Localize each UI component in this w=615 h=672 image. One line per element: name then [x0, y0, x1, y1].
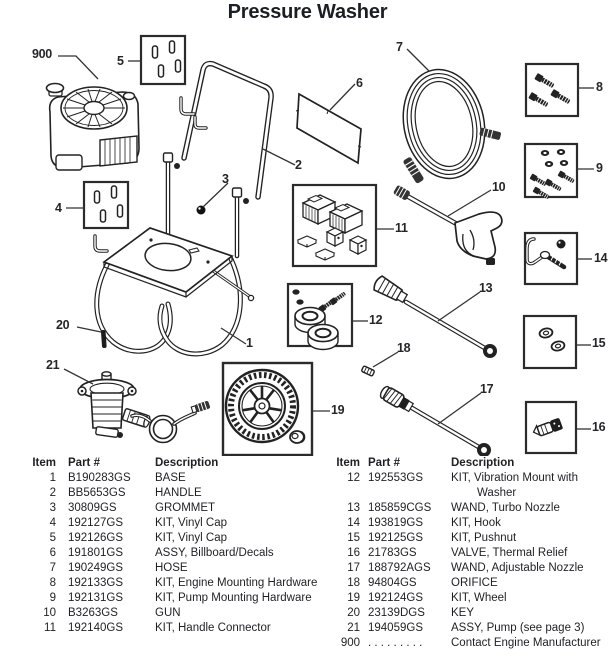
gun-illustration — [393, 185, 502, 265]
header-part: Part # — [368, 457, 400, 469]
table-row — [330, 576, 615, 591]
part-item-number: 19 — [347, 592, 360, 604]
part-number: 188792AGS — [368, 562, 431, 574]
part-description: KIT, Vibration Mount with Washer — [451, 472, 578, 499]
kit-box-14-hook — [525, 233, 577, 284]
part-item-number: 13 — [347, 502, 360, 514]
part-item-number: 2 — [49, 487, 56, 499]
part-number: 192553GS — [368, 472, 423, 484]
callout-label-12: 12 — [369, 313, 383, 327]
part-description: KIT, Hook — [451, 517, 501, 529]
table-row — [330, 471, 615, 501]
part-item-number: 17 — [347, 562, 360, 574]
table-row — [30, 516, 323, 531]
kit-box-12-vibration-mount — [288, 284, 352, 350]
part-number: 23139DGS — [368, 607, 425, 619]
parts-table-right — [330, 456, 615, 651]
callout-label-13: 13 — [479, 281, 493, 295]
table-row — [30, 531, 323, 546]
part-number: 192140GS — [68, 622, 123, 634]
table-row — [30, 561, 323, 576]
part-description: KIT, Handle Connector — [155, 622, 271, 634]
callout-label-9: 9 — [596, 161, 603, 175]
grommet-illustration — [197, 206, 206, 215]
callout-label-7: 7 — [396, 40, 403, 54]
part-description: ASSY, Pump (see page 3) — [451, 622, 585, 634]
part-item-number: 6 — [49, 547, 56, 559]
callout-label-18: 18 — [397, 341, 411, 355]
part-number: 192125GS — [368, 532, 423, 544]
part-number: 193819GS — [368, 517, 423, 529]
part-number: 191801GS — [68, 547, 123, 559]
part-description: Contact Engine Manufacturer — [451, 637, 601, 649]
kit-box-8-engine-mounting — [526, 64, 578, 116]
part-description: BASE — [155, 472, 186, 484]
callout-label-900: 900 — [32, 47, 52, 61]
table-row — [30, 486, 323, 501]
part-number: 30809GS — [68, 502, 117, 514]
part-item-number: 1 — [49, 472, 56, 484]
table-row — [30, 471, 323, 486]
callout-label-14: 14 — [594, 251, 608, 265]
part-description: KIT, Vinyl Cap — [155, 517, 228, 529]
part-item-number: 3 — [49, 502, 56, 514]
callout-label-10: 10 — [492, 180, 506, 194]
part-description: HOSE — [155, 562, 188, 574]
part-number: 192131GS — [68, 592, 123, 604]
part-item-number: 12 — [347, 472, 360, 484]
table-row — [30, 591, 323, 606]
kit-box-5-vinyl-caps — [141, 36, 185, 84]
part-number: 192124GS — [368, 592, 423, 604]
kit-box-16-thermal-relief-valve — [526, 402, 576, 453]
header-description: Description — [451, 457, 515, 469]
part-description: ORIFICE — [451, 577, 498, 589]
table-row — [30, 606, 323, 621]
table-row — [330, 516, 615, 531]
part-description: HANDLE — [155, 487, 202, 499]
part-item-number: 4 — [49, 517, 56, 529]
part-number: 21783GS — [368, 547, 417, 559]
part-number: BB5653GS — [68, 487, 126, 499]
table-row — [330, 636, 615, 651]
part-description: KIT, Wheel — [451, 592, 507, 604]
engine-illustration — [47, 84, 140, 171]
part-item-number: 10 — [43, 607, 56, 619]
pump-illustration — [78, 372, 211, 443]
part-item-number: 7 — [49, 562, 56, 574]
table-row — [330, 621, 615, 636]
callout-label-2: 2 — [295, 158, 302, 172]
part-description: GROMMET — [155, 502, 216, 514]
part-description: KIT, Pushnut — [451, 532, 517, 544]
part-description: KIT, Pump Mounting Hardware — [155, 592, 312, 604]
kit-box-19-wheel — [223, 363, 312, 455]
adjustable-wand-illustration — [378, 385, 491, 456]
callout-label-8: 8 — [596, 80, 603, 94]
callout-label-5: 5 — [117, 54, 124, 68]
part-number: 192126GS — [68, 532, 123, 544]
part-item-number: 21 — [347, 622, 360, 634]
part-item-number: 18 — [347, 577, 360, 589]
hose-illustration — [393, 62, 501, 186]
part-item-number: 14 — [347, 517, 360, 529]
table-row — [30, 621, 323, 636]
kit-box-4-vinyl-caps — [84, 182, 128, 228]
header-item: Item — [336, 457, 360, 469]
part-number: 194059GS — [368, 622, 423, 634]
table-row — [330, 561, 615, 576]
callout-label-15: 15 — [592, 336, 606, 350]
orifice-illustration — [361, 366, 374, 377]
part-number: B3263GS — [68, 607, 118, 619]
part-item-number: 900 — [340, 637, 360, 649]
part-description: KIT, Vinyl Cap — [155, 532, 228, 544]
callout-label-1: 1 — [246, 336, 253, 350]
part-number: B190283GS — [68, 472, 131, 484]
part-description: VALVE, Thermal Relief — [451, 547, 568, 559]
part-item-number: 11 — [44, 622, 56, 634]
part-number: . . . . . . . . . — [368, 637, 423, 649]
table-header — [330, 456, 615, 471]
header-item: Item — [32, 457, 56, 469]
table-row — [30, 546, 323, 561]
part-item-number: 16 — [347, 547, 360, 559]
part-number: 192133GS — [68, 577, 123, 589]
table-row — [30, 576, 323, 591]
callout-label-21: 21 — [46, 358, 60, 372]
table-row — [330, 546, 615, 561]
callout-label-16: 16 — [592, 420, 606, 434]
page-title: Pressure Washer — [227, 1, 388, 23]
callout-label-4: 4 — [55, 201, 62, 215]
callout-label-6: 6 — [356, 76, 363, 90]
part-description: GUN — [155, 607, 181, 619]
table-row — [330, 591, 615, 606]
table-row — [30, 501, 323, 516]
table-header — [30, 456, 323, 471]
header-part: Part # — [68, 457, 100, 469]
part-item-number: 15 — [347, 532, 360, 544]
part-item-number: 20 — [347, 607, 360, 619]
callout-label-17: 17 — [480, 382, 494, 396]
part-number: 192127GS — [68, 517, 123, 529]
part-item-number: 5 — [49, 532, 56, 544]
callout-label-11: 11 — [395, 221, 408, 235]
part-description: WAND, Turbo Nozzle — [451, 502, 560, 514]
part-description: WAND, Adjustable Nozzle — [451, 562, 584, 574]
table-row — [330, 606, 615, 621]
callout-label-3: 3 — [222, 172, 229, 186]
table-row — [330, 501, 615, 516]
part-item-number: 9 — [49, 592, 56, 604]
parts-table-left — [30, 456, 323, 636]
callout-label-19: 19 — [331, 403, 345, 417]
billboard-panel-illustration — [296, 94, 361, 163]
part-description: KIT, Engine Mounting Hardware — [155, 577, 318, 589]
kit-box-9-pump-mounting — [525, 144, 577, 200]
part-number: 190249GS — [68, 562, 123, 574]
callout-label-20: 20 — [56, 318, 70, 332]
part-description: ASSY, Billboard/Decals — [155, 547, 274, 559]
part-number: 94804GS — [368, 577, 417, 589]
kit-box-15-pushnut — [524, 316, 576, 368]
part-item-number: 8 — [49, 577, 56, 589]
kit-box-11-handle-connector — [293, 185, 376, 266]
header-description: Description — [155, 457, 219, 469]
part-number: 185859CGS — [368, 502, 432, 514]
part-description: KEY — [451, 607, 475, 619]
table-row — [330, 531, 615, 546]
